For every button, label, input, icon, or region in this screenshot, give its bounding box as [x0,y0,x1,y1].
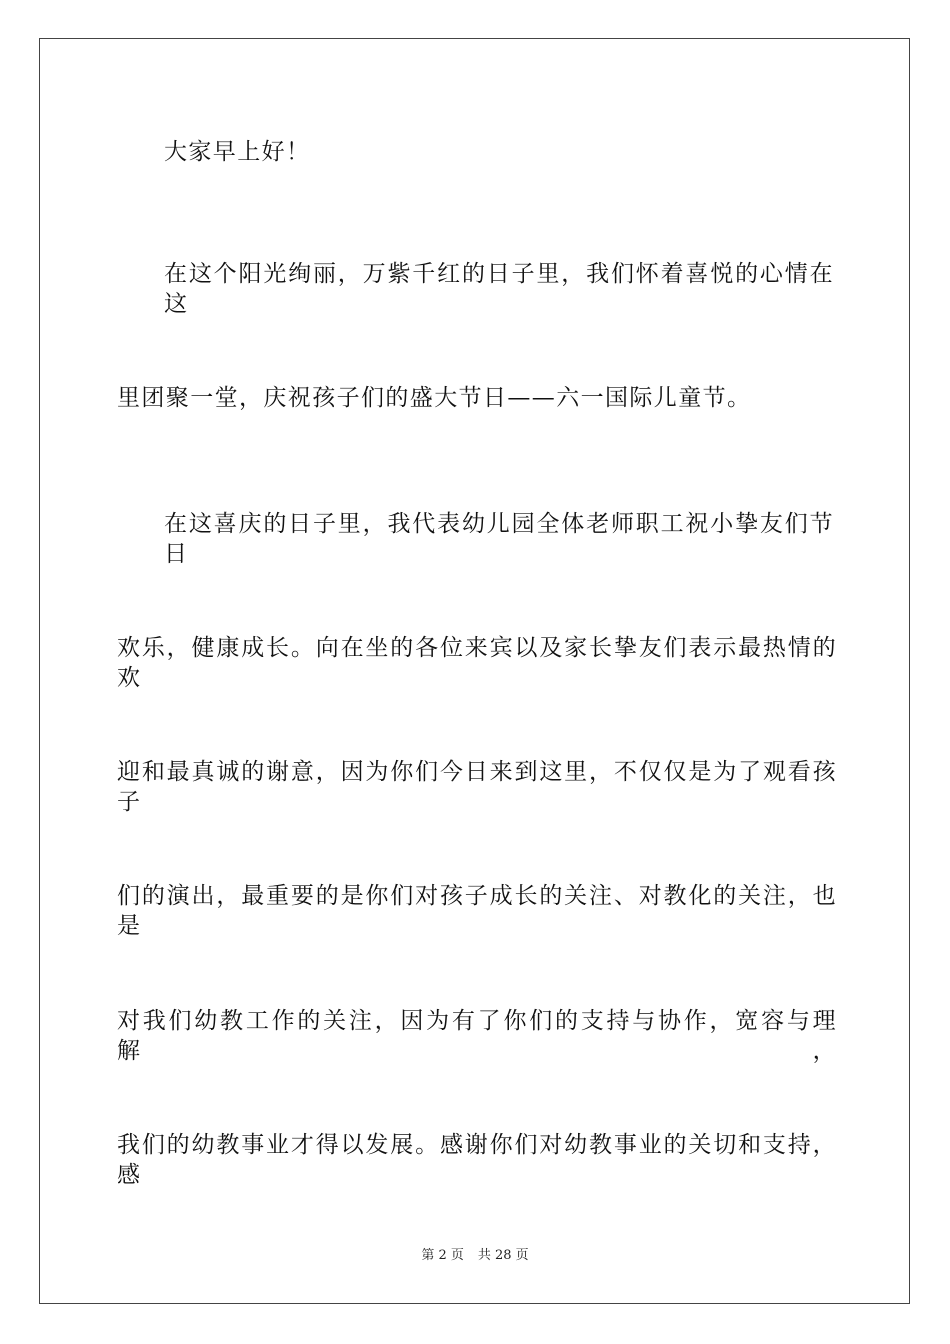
greeting-line: 大家早上好！ [164,139,311,165]
paragraph-line: 里团聚一堂，庆祝孩子们的盛大节日——六一国际儿童节。 [117,385,752,411]
paragraph-line: 在这个阳光绚丽，万紫千红的日子里，我们怀着喜悦的心情在这 [164,261,834,317]
paragraph-line: 迎和最真诚的谢意，因为你们今日来到这里，不仅仅是为了观看孩子 [117,759,837,815]
page-total: 共 28 页 [477,1248,529,1263]
page-number: 第 2 页 [421,1248,464,1263]
paragraph-line: 在这喜庆的日子里，我代表幼儿园全体老师职工祝小挚友们节日 [164,511,834,567]
paragraph-line: 对我们幼教工作的关注，因为有了你们的支持与协作，宽容与理解， [117,1008,837,1064]
paragraph-line: 们的演出，最重要的是你们对孩子成长的关注、对教化的关注，也是 [117,883,837,939]
paragraph-line: 我们的幼教事业才得以发展。感谢你们对幼教事业的关切和支持，感 [117,1132,837,1188]
page-footer [0,1247,950,1265]
paragraph-line: 欢乐，健康成长。向在坐的各位来宾以及家长挚友们表示最热情的欢 [117,635,837,691]
